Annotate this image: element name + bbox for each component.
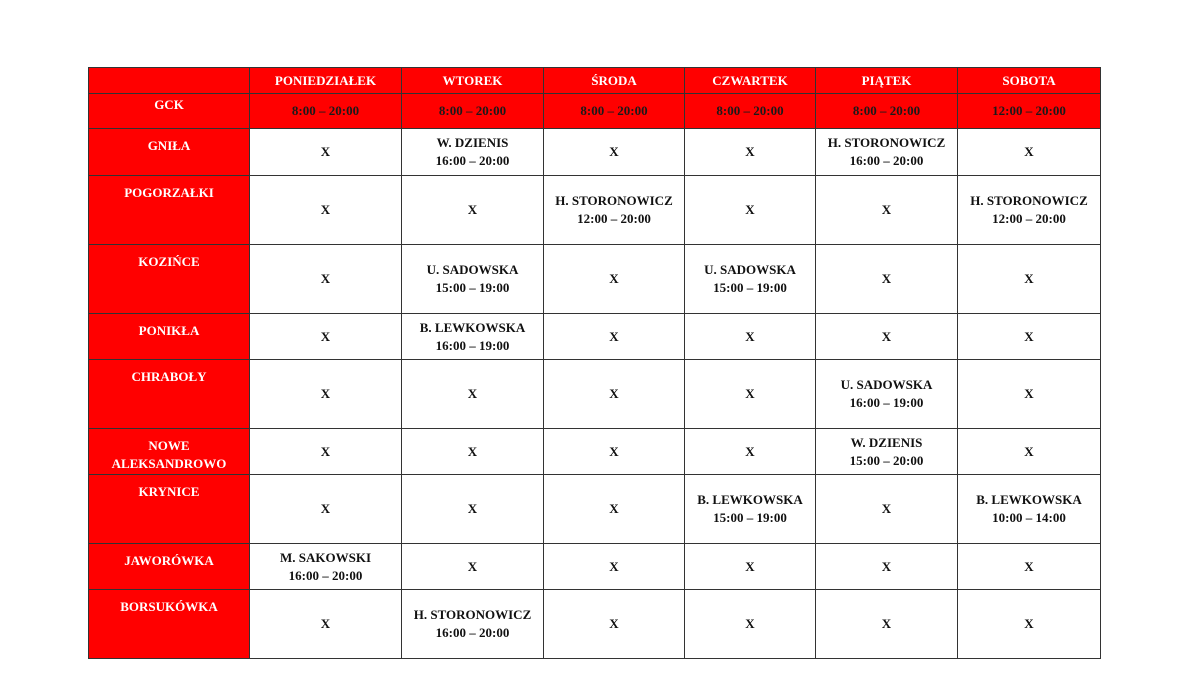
- location-label: [89, 475, 250, 544]
- schedule-cell: [685, 129, 816, 176]
- schedule-cell: [816, 129, 958, 176]
- schedule-body: [89, 68, 1101, 659]
- cell-primary-text: X: [320, 144, 331, 159]
- day-header: WTOREK: [402, 68, 544, 94]
- cell-primary-text: X: [1024, 558, 1034, 574]
- schedule-cell: [544, 360, 685, 429]
- schedule-cell: [250, 429, 402, 475]
- cell-hours-text: 15:00 – 19:00: [435, 280, 510, 295]
- gck-hours-cell: 8:00 – 20:00: [402, 94, 544, 129]
- schedule-cell: [958, 475, 1101, 544]
- cell-primary-text: X: [881, 616, 892, 631]
- cell-primary-text: H. STORONOWICZ: [555, 193, 673, 208]
- schedule-cell: [816, 590, 958, 659]
- cell-hours-text: 15:00 – 19:00: [713, 510, 787, 525]
- location-label-line: GNIŁA: [147, 138, 191, 153]
- cell-primary-text: X: [609, 558, 619, 574]
- cell-primary-text: X: [881, 328, 892, 344]
- schedule-cell: [250, 590, 402, 659]
- cell-primary-text: X: [609, 501, 619, 516]
- cell-primary-text: X: [320, 271, 331, 286]
- day-header-row: [89, 68, 1101, 94]
- schedule-cell: [685, 475, 816, 544]
- cell-primary-text: U. SADOWSKA: [840, 377, 933, 392]
- cell-hours-text: 16:00 – 19:00: [435, 337, 510, 353]
- cell-primary-text: X: [745, 558, 755, 574]
- location-row: [89, 245, 1101, 314]
- location-label-line: PONIKŁA: [138, 323, 200, 338]
- cell-primary-text: B. LEWKOWSKA: [697, 492, 803, 507]
- location-label-line: CHRABOŁY: [131, 369, 207, 384]
- schedule-cell: [816, 176, 958, 245]
- schedule-cell: [958, 245, 1101, 314]
- schedule-cell: [250, 176, 402, 245]
- location-row: [89, 360, 1101, 429]
- cell-primary-text: X: [745, 616, 755, 631]
- schedule-cell: [958, 429, 1101, 475]
- day-header: PONIEDZIAŁEK: [250, 68, 402, 94]
- cell-primary-text: X: [1024, 144, 1034, 159]
- schedule-cell: [402, 429, 544, 475]
- cell-primary-text: X: [881, 558, 892, 574]
- cell-primary-text: X: [881, 202, 892, 217]
- cell-primary-text: X: [881, 501, 892, 516]
- location-label-line: NOWE: [148, 438, 190, 453]
- schedule-cell: [250, 544, 402, 590]
- location-label-line: KOZIŃCE: [138, 254, 200, 269]
- cell-primary-text: X: [881, 271, 892, 286]
- cell-primary-text: X: [745, 144, 755, 159]
- schedule-cell: [544, 590, 685, 659]
- cell-primary-text: X: [467, 443, 478, 459]
- cell-primary-text: X: [745, 443, 755, 459]
- cell-primary-text: X: [609, 328, 619, 344]
- cell-primary-text: X: [745, 202, 755, 217]
- schedule-cell: [250, 245, 402, 314]
- cell-primary-text: X: [745, 386, 755, 401]
- location-label: [89, 590, 250, 659]
- location-label: [89, 314, 250, 360]
- cell-primary-text: H. STORONOWICZ: [970, 193, 1088, 208]
- location-label: [89, 176, 250, 245]
- cell-primary-text: X: [320, 501, 331, 516]
- cell-hours-text: 15:00 – 19:00: [713, 280, 787, 295]
- cell-primary-text: U. SADOWSKA: [426, 262, 519, 277]
- schedule-cell: [816, 429, 958, 475]
- schedule-cell: [685, 245, 816, 314]
- cell-hours-text: 16:00 – 20:00: [435, 625, 510, 640]
- cell-primary-text: W. DZIENIS: [436, 135, 509, 150]
- schedule-cell: [402, 245, 544, 314]
- cell-primary-text: X: [609, 271, 619, 286]
- cell-primary-text: X: [320, 386, 331, 401]
- location-label: [89, 360, 250, 429]
- cell-primary-text: X: [320, 443, 331, 459]
- schedule-cell: [958, 176, 1101, 245]
- location-label-line: POGORZAŁKI: [124, 185, 214, 200]
- schedule-cell: [402, 129, 544, 176]
- schedule-cell: [544, 429, 685, 475]
- cell-primary-text: M. SAKOWSKI: [279, 549, 371, 565]
- cell-primary-text: B. LEWKOWSKA: [976, 492, 1082, 507]
- day-header: CZWARTEK: [685, 68, 816, 94]
- cell-primary-text: X: [609, 443, 619, 459]
- schedule-cell: [816, 475, 958, 544]
- gck-hours-row: [89, 94, 1101, 129]
- cell-primary-text: H. STORONOWICZ: [827, 135, 946, 150]
- cell-primary-text: B. LEWKOWSKA: [419, 319, 526, 335]
- schedule-cell: [402, 590, 544, 659]
- schedule-cell: [816, 245, 958, 314]
- schedule-cell: [816, 360, 958, 429]
- schedule-cell: [958, 129, 1101, 176]
- schedule-cell: [402, 360, 544, 429]
- cell-primary-text: X: [1024, 616, 1034, 631]
- location-label: [89, 544, 250, 590]
- location-label-line: BORSUKÓWKA: [120, 599, 218, 614]
- location-row: [89, 429, 1101, 475]
- location-label: GCK: [89, 94, 250, 129]
- day-header: ŚRODA: [544, 68, 685, 94]
- schedule-cell: [544, 314, 685, 360]
- day-header: SOBOTA: [958, 68, 1101, 94]
- schedule-cell: [544, 176, 685, 245]
- schedule-cell: [685, 590, 816, 659]
- cell-primary-text: X: [320, 616, 331, 631]
- gck-hours-cell: 12:00 – 20:00: [958, 94, 1101, 129]
- location-label-line: JAWORÓWKA: [124, 553, 214, 568]
- schedule-cell: [685, 360, 816, 429]
- schedule-cell: [250, 314, 402, 360]
- cell-hours-text: 10:00 – 14:00: [992, 510, 1066, 525]
- location-row: [89, 129, 1101, 176]
- gck-hours-cell: 8:00 – 20:00: [250, 94, 402, 129]
- location-row: [89, 176, 1101, 245]
- day-header: PIĄTEK: [816, 68, 958, 94]
- location-label: [89, 429, 250, 475]
- cell-primary-text: X: [1024, 271, 1034, 286]
- location-row: [89, 314, 1101, 360]
- cell-hours-text: 15:00 – 20:00: [849, 452, 924, 468]
- cell-primary-text: X: [1024, 328, 1034, 344]
- cell-primary-text: H. STORONOWICZ: [413, 607, 532, 622]
- schedule-cell: [816, 544, 958, 590]
- cell-primary-text: U. SADOWSKA: [704, 262, 796, 277]
- cell-hours-text: 12:00 – 20:00: [577, 211, 651, 226]
- gck-hours-cell: 8:00 – 20:00: [816, 94, 958, 129]
- gck-hours-cell: 8:00 – 20:00: [544, 94, 685, 129]
- location-row: [89, 590, 1101, 659]
- location-row: [89, 475, 1101, 544]
- location-row: [89, 544, 1101, 590]
- schedule-cell: [685, 544, 816, 590]
- cell-primary-text: X: [609, 144, 619, 159]
- schedule-cell: [250, 129, 402, 176]
- schedule-cell: [685, 176, 816, 245]
- location-label-line: ALEKSANDROWO: [111, 456, 227, 471]
- location-label: [89, 245, 250, 314]
- schedule-table: [88, 67, 1101, 659]
- schedule-cell: [402, 475, 544, 544]
- corner-cell: [89, 68, 250, 94]
- schedule-cell: [402, 176, 544, 245]
- cell-primary-text: W. DZIENIS: [850, 434, 923, 450]
- cell-hours-text: 16:00 – 20:00: [288, 567, 363, 583]
- cell-primary-text: X: [1024, 443, 1034, 459]
- cell-hours-text: 16:00 – 20:00: [849, 153, 924, 168]
- cell-primary-text: X: [1024, 386, 1034, 401]
- schedule-cell: [250, 360, 402, 429]
- schedule-cell: [958, 360, 1101, 429]
- cell-primary-text: X: [320, 328, 331, 344]
- cell-hours-text: 12:00 – 20:00: [992, 211, 1066, 226]
- location-label: [89, 129, 250, 176]
- cell-primary-text: X: [467, 386, 478, 401]
- schedule-cell: [958, 314, 1101, 360]
- gck-hours-cell: 8:00 – 20:00: [685, 94, 816, 129]
- schedule-cell: [685, 314, 816, 360]
- schedule-cell: [544, 245, 685, 314]
- schedule-cell: [402, 314, 544, 360]
- schedule-cell: [544, 475, 685, 544]
- schedule-cell: [958, 590, 1101, 659]
- schedule-cell: [250, 475, 402, 544]
- cell-primary-text: X: [609, 616, 619, 631]
- location-label-line: KRYNICE: [138, 484, 200, 499]
- cell-primary-text: X: [609, 386, 619, 401]
- schedule-cell: [685, 429, 816, 475]
- cell-hours-text: 16:00 – 19:00: [849, 395, 924, 410]
- cell-primary-text: X: [320, 202, 331, 217]
- cell-primary-text: X: [467, 202, 478, 217]
- cell-hours-text: 16:00 – 20:00: [435, 153, 510, 168]
- schedule-cell: [816, 314, 958, 360]
- cell-primary-text: X: [467, 501, 478, 516]
- schedule-cell: [402, 544, 544, 590]
- schedule-cell: [544, 129, 685, 176]
- cell-primary-text: X: [467, 558, 478, 574]
- schedule-cell: [958, 544, 1101, 590]
- schedule-cell: [544, 544, 685, 590]
- cell-primary-text: X: [745, 328, 755, 344]
